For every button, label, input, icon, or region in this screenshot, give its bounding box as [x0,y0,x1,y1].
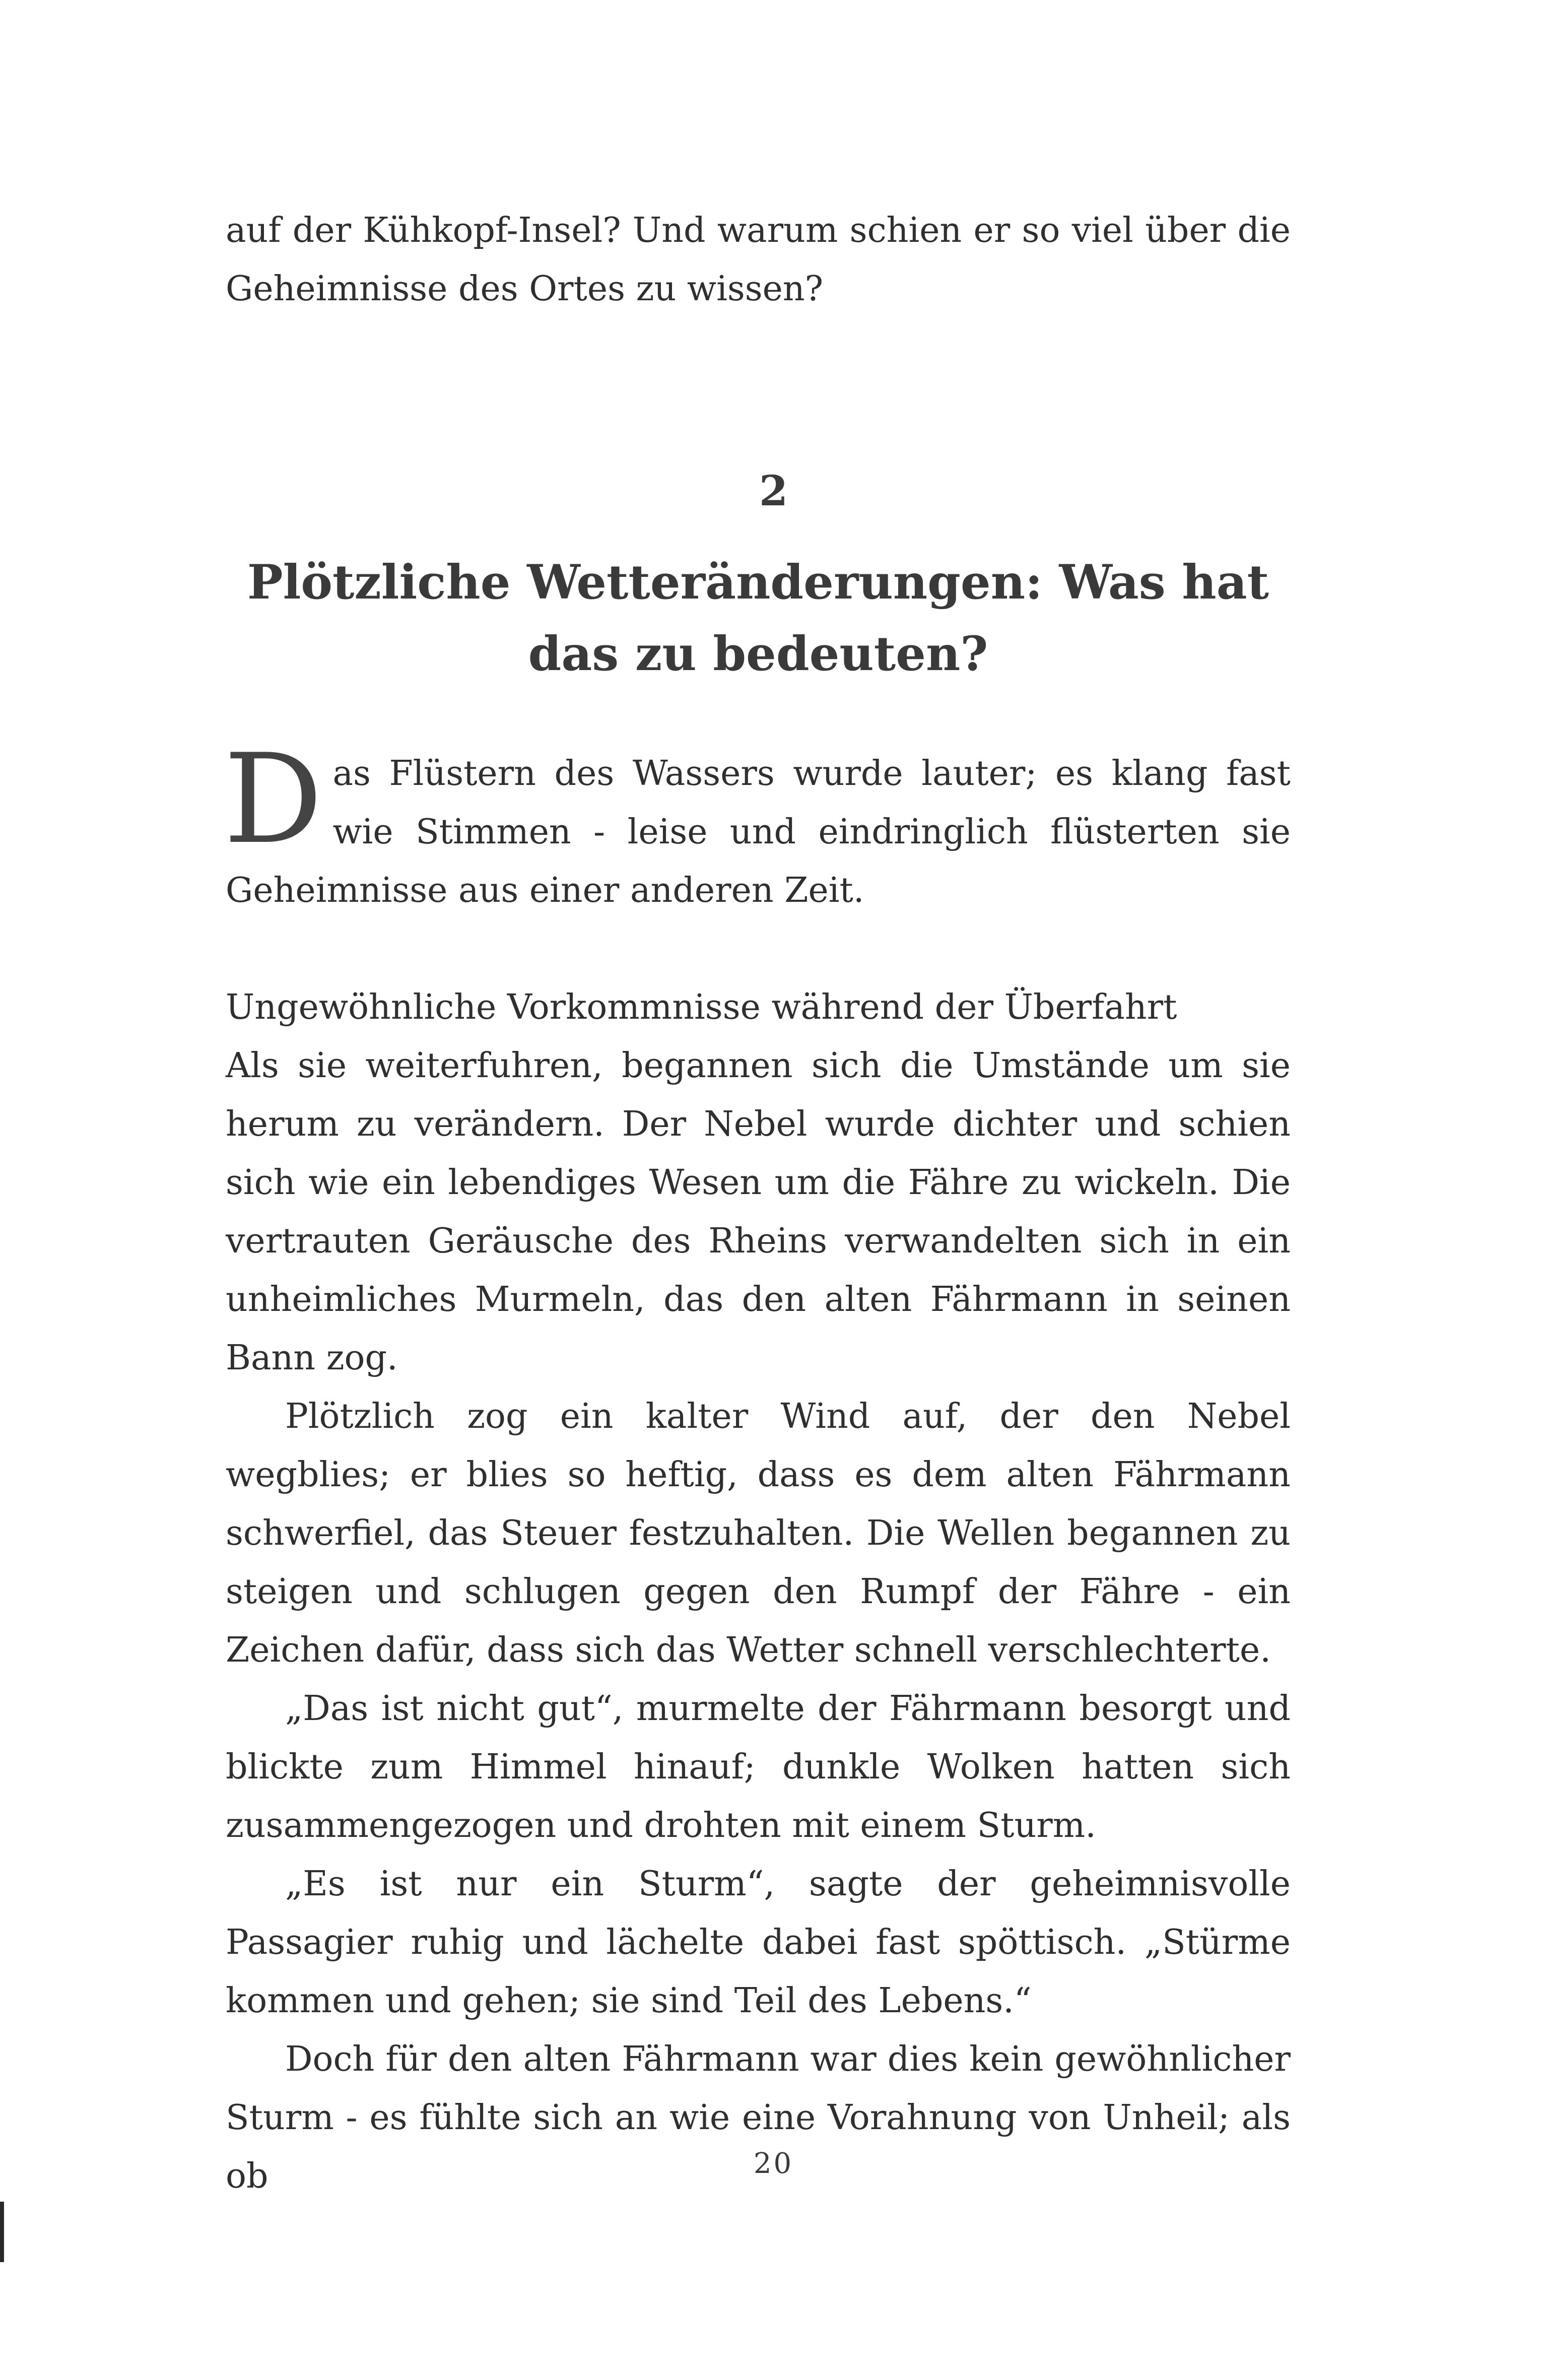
chapter-number: 2 [759,467,788,515]
drop-cap: D [224,728,323,871]
section-heading: Ungewöhnliche Vorkommnisse während der Überfahrt [226,987,1177,1027]
paragraph-1: Als sie weiterfuhren, begannen sich die Umstände um sie herum zu verändern. Der Nebel wurde dichter und schien sich wie ein lebendiges Wesen um die Fähre zu wickeln. Die vertrauten Geräusche des Rheins verwandelten sich in ein unheimliches Murmeln, das den alten Fährmann in seinen Bann zog. [226,1046,1291,1378]
chapter-title: Plötzliche Wetteränderungen: Was hat das zu bedeuten? [247,555,1269,682]
carryover-text: auf der Kühkopf-Insel? Und warum schien er so viel über die Geheimnisse des Ortes zu wissen? [226,211,1291,309]
carryover-paragraph [226,202,1291,318]
page-edge-mark [0,2202,4,2262]
opening-paragraph [224,728,1291,920]
page-number: 20 [753,2147,794,2180]
paragraph-5: Doch für den alten Fährmann war dies kein gewöhnlicher Sturm - es fühlte sich an wie eine Vorahnung von Unheil; als ob [226,2039,1291,2196]
paragraph-3: „Das ist nicht gut“, murmelte der Fährmann besorgt und blickte zum Himmel hinauf; dunkle Wolken hatten sich zusammengezogen und drohten mit einem Sturm. [226,1689,1291,1845]
body-section [226,978,1291,2206]
paragraph-4: „Es ist nur ein Sturm“, sagte der geheimnisvolle Passagier ruhig und lächelte dabei fast spöttisch. „Stürme kommen und gehen; sie sind Teil des Lebens.“ [226,1864,1291,2021]
opening-text: as Flüstern des Wassers wurde lauter; es klang fast wie Stimmen - leise und eindringlich flüsterten sie Geheimnisse aus einer anderen Zeit. [226,754,1291,910]
paragraph-2: Plötzlich zog ein kalter Wind auf, der den Nebel wegblies; er blies so heftig, dass es dem alten Fährmann schwerfiel, das Steuer festzuhalten. Die Wellen begannen zu steigen und schlugen gegen den Rumpf der Fähre - ein Zeichen dafür, dass sich das Wetter schnell verschlechterte. [226,1397,1291,1670]
